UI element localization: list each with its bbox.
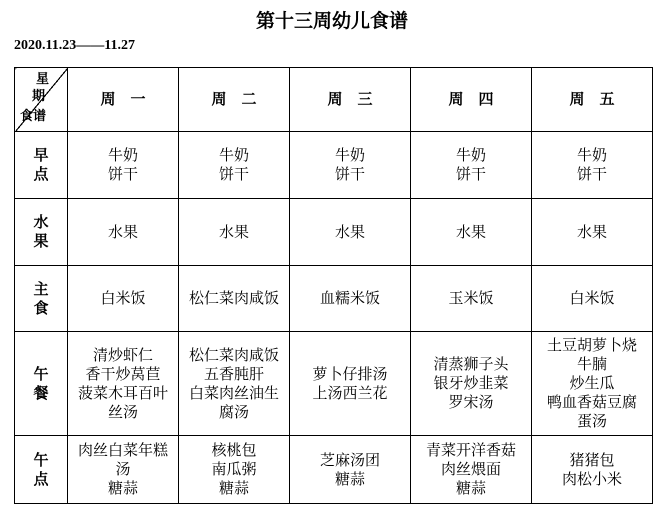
menu-cell (411, 332, 532, 436)
menu-cell (68, 436, 179, 504)
menu-item: 饼干 (576, 165, 607, 183)
menu-item: 蛋汤 (576, 412, 607, 430)
menu-item: 汤 (115, 460, 131, 478)
meal-label-char: 主 (33, 279, 49, 298)
day-header: 周 四 (411, 68, 532, 132)
menu-item: 白米饭 (569, 289, 615, 307)
menu-item: 水果 (218, 222, 249, 241)
corner-label-bottom: 食谱 (20, 109, 47, 124)
menu-item: 炒生瓜 (569, 374, 615, 392)
day-header: 周 二 (179, 68, 290, 132)
menu-item: 松仁菜肉咸饭 (188, 345, 279, 364)
menu-item: 罗宋汤 (448, 393, 494, 411)
menu-item: 土豆胡萝卜烧 (546, 336, 637, 354)
table-row (15, 436, 653, 504)
menu-item: 肉丝煨面 (440, 460, 501, 478)
menu-cell (411, 132, 532, 199)
menu-item: 牛奶 (107, 146, 138, 164)
menu-item: 牛腩 (576, 355, 607, 373)
day-header: 周 一 (68, 68, 179, 132)
menu-item: 肉丝白菜年糕 (77, 441, 168, 459)
menu-item: 水果 (455, 222, 486, 241)
menu-cell (290, 332, 411, 436)
menu-item: 牛奶 (334, 146, 365, 164)
meal-label (15, 436, 68, 504)
menu-item: 菠菜木耳百叶 (77, 383, 168, 402)
menu-item: 玉米饭 (448, 289, 494, 307)
menu-item: 糖蒜 (107, 479, 138, 497)
menu-item: 鸭血香菇豆腐 (546, 393, 637, 411)
menu-item: 牛奶 (576, 146, 607, 164)
menu-cell (290, 436, 411, 504)
meal-label (15, 132, 68, 199)
meal-label-char: 食 (33, 298, 49, 317)
menu-item: 饼干 (455, 165, 486, 183)
menu-item: 糖蒜 (455, 479, 486, 497)
menu-item: 肉松小米 (561, 469, 622, 488)
menu-item: 腐汤 (218, 402, 249, 421)
menu-item: 上汤西兰花 (312, 383, 388, 402)
menu-item: 清蒸狮子头 (433, 355, 509, 373)
menu-cell (68, 199, 179, 266)
corner-cell (15, 68, 68, 132)
meal-label-char: 水 (33, 213, 49, 231)
menu-item: 银牙炒韭菜 (433, 374, 509, 392)
menu-item: 清炒虾仁 (92, 345, 153, 364)
menu-cell (411, 436, 532, 504)
header-row (15, 68, 653, 132)
meal-label-char: 果 (33, 232, 49, 250)
day-header: 周 三 (290, 68, 411, 132)
menu-item: 南瓜粥 (211, 460, 257, 478)
menu-cell (179, 436, 290, 504)
menu-item: 牛奶 (455, 146, 486, 164)
menu-cell (68, 266, 179, 332)
menu-cell (179, 266, 290, 332)
date-range: 2020.11.23——11.27 (14, 38, 135, 53)
menu-item: 饼干 (334, 165, 365, 183)
menu-item: 青菜开洋香菇 (425, 441, 516, 459)
meal-label-char: 点 (33, 165, 49, 183)
menu-item: 白米饭 (100, 289, 146, 307)
menu-item: 水果 (107, 222, 138, 241)
menu-cell (179, 132, 290, 199)
menu-item: 五香肫肝 (203, 364, 264, 383)
meal-label-char: 午 (33, 364, 49, 383)
meal-label (15, 199, 68, 266)
meal-label-char: 午 (33, 450, 49, 469)
menu-item: 血糯米饭 (319, 289, 380, 307)
menu-item: 猪猪包 (569, 450, 615, 469)
menu-cell (179, 332, 290, 436)
menu-cell (68, 132, 179, 199)
menu-item: 糖蒜 (334, 469, 365, 488)
page-title: 第十三周幼儿食谱 (255, 10, 408, 32)
menu-item: 水果 (576, 222, 607, 241)
menu-item: 香干炒莴苣 (85, 364, 161, 383)
menu-item: 白菜肉丝油生 (188, 383, 279, 402)
menu-item: 萝卜仔排汤 (312, 364, 388, 383)
menu-cell (411, 266, 532, 332)
menu-item: 芝麻汤团 (319, 450, 380, 469)
meal-label-char: 点 (33, 469, 49, 488)
menu-cell (532, 132, 653, 199)
menu-cell (68, 332, 179, 436)
menu-cell (532, 199, 653, 266)
menu-item: 糖蒜 (218, 479, 249, 497)
menu-item: 牛奶 (218, 146, 249, 164)
menu-cell (290, 199, 411, 266)
corner-label-middle: 期 (32, 89, 46, 104)
table-row (15, 266, 653, 332)
menu-item: 丝汤 (107, 402, 138, 421)
menu-cell (290, 266, 411, 332)
meal-label-char: 餐 (33, 383, 49, 402)
meal-label-char: 早 (33, 146, 49, 164)
table-row (15, 132, 653, 199)
menu-cell (411, 199, 532, 266)
menu-item: 饼干 (218, 165, 249, 183)
menu-cell (532, 266, 653, 332)
day-header: 周 五 (532, 68, 653, 132)
menu-table (14, 67, 653, 504)
menu-item: 水果 (334, 222, 365, 241)
corner-label-top: 星 (36, 72, 50, 87)
menu-item: 饼干 (107, 165, 138, 183)
meal-label (15, 266, 68, 332)
menu-cell (290, 132, 411, 199)
menu-cell (532, 332, 653, 436)
menu-item: 松仁菜肉咸饭 (188, 289, 279, 307)
menu-item: 核桃包 (211, 441, 257, 459)
menu-cell (179, 199, 290, 266)
menu-cell (532, 436, 653, 504)
table-row (15, 332, 653, 436)
table-row (15, 199, 653, 266)
meal-label (15, 332, 68, 436)
